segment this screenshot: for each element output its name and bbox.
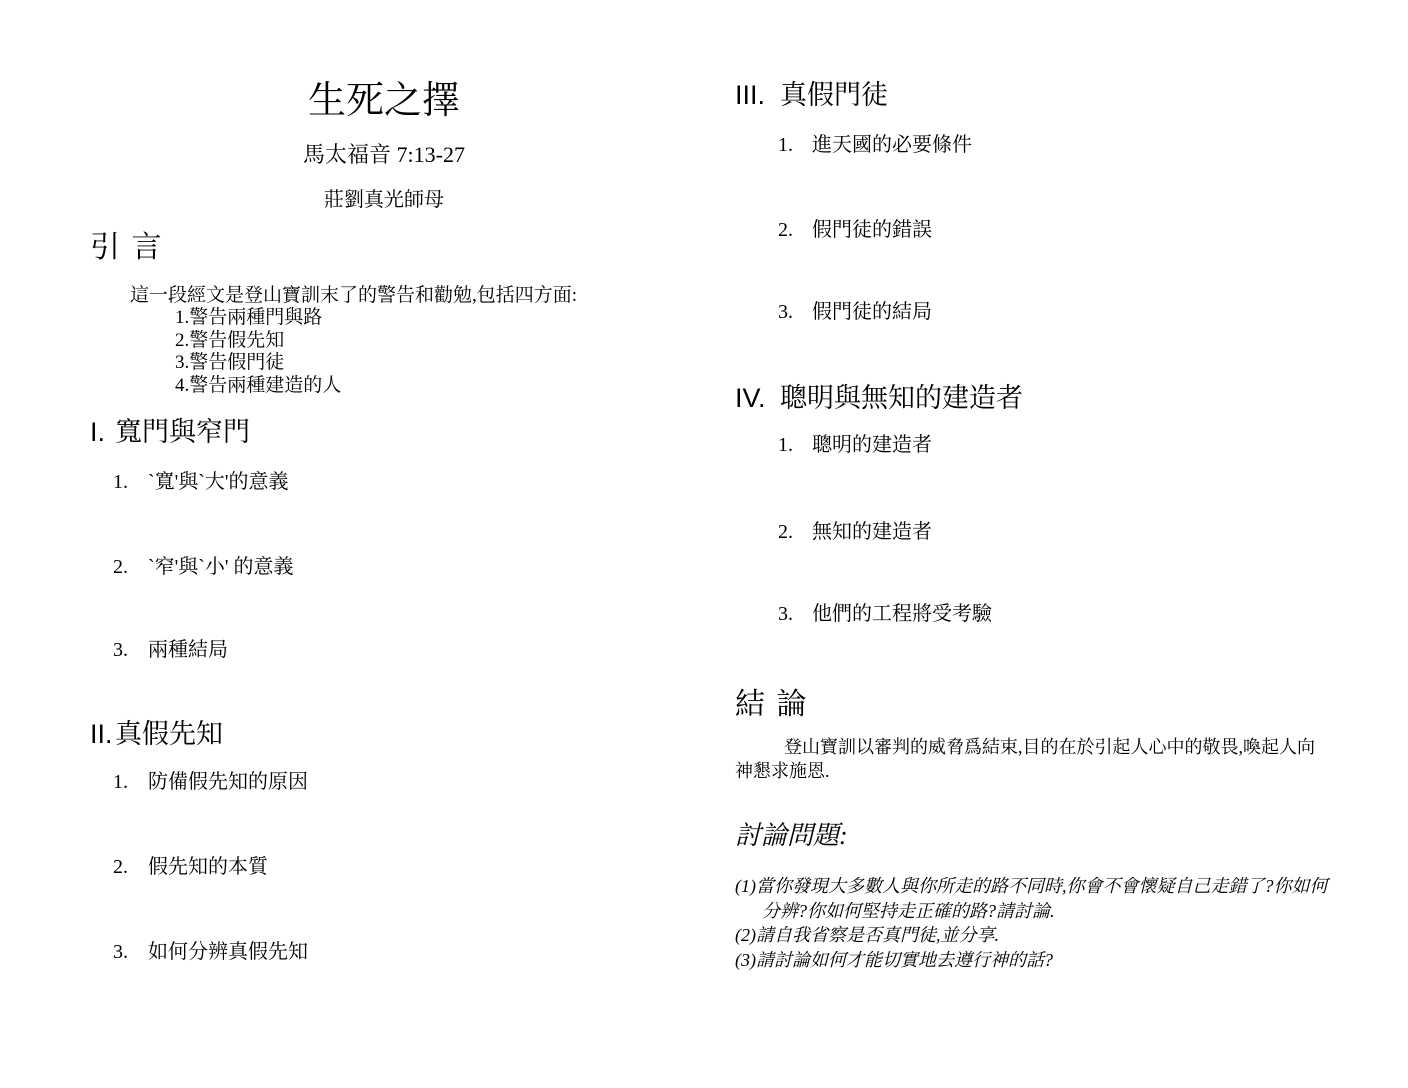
conclusion-text: 登山寶訓以審判的威脅爲結束,目的在於引起人心中的敬畏,喚起人向神懇求施恩.: [735, 737, 1315, 781]
outline-item: [113, 556, 294, 579]
discussion-question: (2)請自我省察是否真門徒,並分享.: [735, 925, 999, 945]
item-number: 1.: [778, 134, 793, 156]
item-text: 兩種結局: [148, 639, 228, 661]
discussion-question: (1)當你發現大多數人與你所走的路不同時,你會不會懷疑自己走錯了?你如何分辨?你如何堅持走正確的路?請討論.: [735, 876, 1328, 921]
section-numeral: II.: [90, 719, 113, 749]
item-number: 1.: [113, 771, 128, 793]
conclusion-heading: 結 論: [735, 688, 807, 721]
outline-item: [778, 603, 992, 626]
outline-item: [113, 471, 289, 494]
section-heading-1: [90, 417, 250, 448]
section-title: 真假門徒: [780, 80, 888, 110]
discussion-question: (3)請討論如何才能切實地去遵行神的話?: [735, 949, 1053, 970]
item-text: `窄'與`小' 的意義: [148, 556, 294, 578]
section-heading-4: [735, 383, 1023, 414]
item-text: 假門徒的結局: [812, 301, 932, 323]
item-text: 無知的建造者: [812, 521, 932, 543]
outline-item: [113, 639, 228, 662]
outline-item: [113, 856, 268, 879]
intro-point: 1.警告兩種門與路: [175, 307, 323, 328]
item-number: 3.: [113, 941, 128, 963]
intro-heading: 引 言: [90, 231, 162, 264]
outline-item: [778, 134, 972, 157]
item-text: 如何分辨真假先知: [148, 941, 308, 963]
section-numeral: I.: [90, 417, 106, 447]
section-heading-3: [735, 80, 888, 111]
intro-lead-sentence: 這一段經文是登山寶訓末了的警告和勸勉,包括四方面:: [130, 285, 578, 306]
item-text: 進天國的必要條件: [812, 134, 972, 156]
item-text: 他們的工程將受考驗: [812, 603, 992, 625]
section-numeral: III.: [735, 80, 766, 110]
item-number: 3.: [778, 603, 793, 625]
page-title: 生死之擇: [307, 80, 460, 122]
discussion-heading: 討論問題:: [735, 821, 848, 850]
intro-point-list: [175, 307, 341, 397]
item-text: 防備假先知的原因: [148, 771, 308, 793]
item-number: 3.: [113, 639, 128, 661]
item-text: 假先知的本質: [148, 856, 268, 878]
scripture-reference: 馬太福音 7:13-27: [303, 142, 465, 167]
item-number: 1.: [778, 434, 793, 456]
item-number: 2.: [778, 521, 793, 543]
intro-point: 4.警告兩種建造的人: [175, 374, 342, 396]
item-number: 1.: [113, 471, 128, 493]
outline-item: [113, 941, 308, 964]
intro-point: 2.警告假先知: [175, 329, 285, 351]
outline-item: [778, 434, 932, 457]
outline-item: [778, 521, 932, 544]
item-number: 2.: [113, 556, 128, 578]
speaker-name: 莊劉真光師母: [324, 189, 444, 211]
section-title: 聰明與無知的建造者: [780, 383, 1023, 413]
item-text: 聰明的建造者: [812, 434, 932, 456]
section-numeral: IV.: [735, 383, 766, 413]
outline-item: [113, 771, 308, 794]
section-title: 真假先知: [115, 719, 223, 749]
section-title: 寬門與窄門: [115, 417, 250, 447]
item-number: 3.: [778, 301, 793, 323]
outline-item: [778, 219, 932, 242]
item-number: 2.: [778, 219, 793, 241]
section-heading-2: [90, 719, 223, 750]
outline-item: [778, 301, 932, 324]
discussion-question-list: [735, 874, 1333, 972]
intro-point: 3.警告假門徒: [175, 352, 285, 373]
item-number: 2.: [113, 856, 128, 878]
item-text: 假門徒的錯誤: [812, 219, 932, 241]
item-text: `寬'與`大'的意義: [148, 471, 289, 493]
